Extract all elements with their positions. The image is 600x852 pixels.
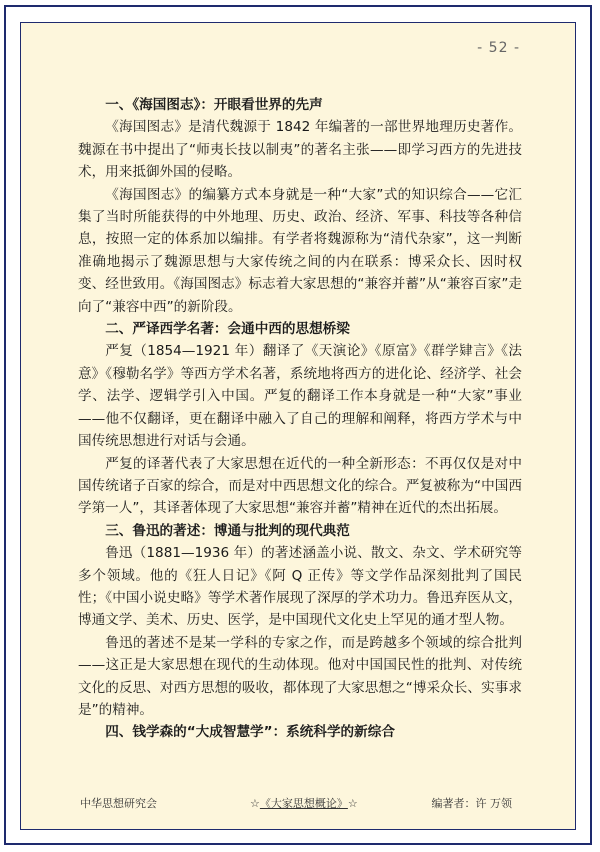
page-number: - 52 - bbox=[477, 40, 520, 56]
section-heading: 三、鲁迅的著述：博通与批判的现代典范 bbox=[105, 522, 350, 539]
star-icon: ☆ bbox=[250, 797, 260, 810]
paragraph: 严复的译著代表了大家思想在近代的一种全新形态：不再仅仅是对中国传统诸子百家的综合，而是对中西思想文化的综合。严复被称为“中国西学第一人”，其译著体现了大家思想“兼容并蓄”精神在近代的杰出拓展。 bbox=[78, 455, 522, 517]
star-icon: ☆ bbox=[347, 797, 358, 810]
footer-organization: 中华思想研究会 bbox=[80, 797, 157, 810]
section-heading: 一、《海国图志》：开眼看世界的先声 bbox=[105, 97, 323, 113]
paragraph: 鲁迅的著述不是某一学科的专家之作，而是跨越多个领域的综合批判——这正是大家思想在现代的生动体现。他对中国国民性的批判、对传统文化的反思、对西方思想的吸收，都体现了大家思想之“博采众长、实事求是”的精神。 bbox=[78, 634, 522, 718]
paragraph: 严复（1854—1921 年）翻译了《天演论》《原富》《群学肄言》《法意》《穆勒名学》等西方学术名著，系统地将西方的进化论、经济学、社会学、法学、逻辑学引入中国。严复的翻译工作本身就是一种“大家”事业——他不仅翻译，更在翻译中融入了自己的理解和阐释，将西方学术与中国传统思想进行对话与会通。 bbox=[78, 343, 522, 450]
footer-author: 编著者：许 万领 bbox=[431, 797, 512, 810]
body-text bbox=[78, 94, 522, 744]
page-footer bbox=[80, 795, 520, 811]
paragraph: 《海国图志》的编纂方式本身就是一种“大家”式的知识综合——它汇集了当时所能获得的中外地理、历史、政治、经济、军事、科技等各种信息，按照一定的体系加以编排。有学者将魏源称为“清代杂家”，这一判断准确地揭示了魏源思想与大家传统之间的内在联系：博采众长、因时权变、经世致用。《海国图志》标志着大家思想的“兼容并蓄”从“兼容百家”走向了“兼容中西”的新阶段。 bbox=[78, 186, 522, 315]
paragraph: 鲁迅（1881—1936 年）的著述涵盖小说、散文、杂文、学术研究等多个领域。他的《狂人日记》《阿 Q 正传》等文学作品深刻批判了国民性；《中国小说史略》等学术著作展现了深厚的学术功力。鲁迅弃医从文，博通文学、美术、历史、医学，是中国现代文化史上罕见的通才型人物。 bbox=[78, 545, 522, 629]
paragraph: 《海国图志》是清代魏源于 1842 年编著的一部世界地理历史著作。魏源在书中提出了“师夷长技以制夷”的著名主张——即学习西方的先进技术，用来抵御外国的侵略。 bbox=[78, 119, 522, 181]
section-heading: 二、严译西学名著：会通中西的思想桥梁 bbox=[105, 321, 350, 338]
footer-book-title bbox=[250, 795, 358, 811]
section-heading: 四、钱学森的“大成智慧学”：系统科学的新综合 bbox=[105, 724, 395, 741]
footer-title-text: 《大家思想概论》 bbox=[259, 797, 348, 810]
